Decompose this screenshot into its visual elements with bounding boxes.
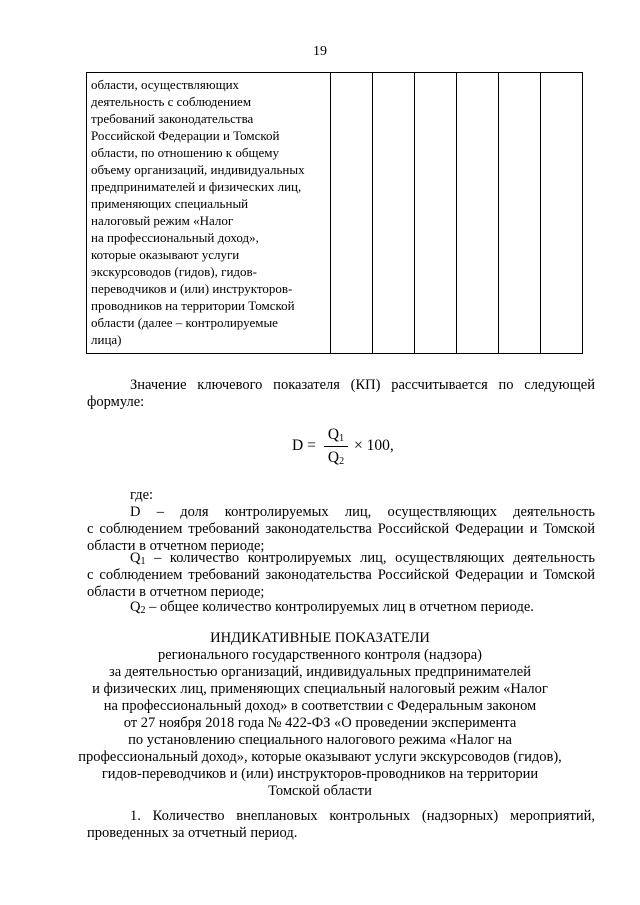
cell-line: предпринимателей и физических лиц, xyxy=(91,179,302,194)
list-item: 1. Количество внеплановых контрольных (надзорных) мероприятий, xyxy=(130,808,595,824)
indicator-table xyxy=(86,72,583,354)
heading-line: и физических лиц, применяющих специальный налоговый режим «Налог xyxy=(92,681,548,697)
cell-line: требований законодательства xyxy=(91,111,254,126)
definition-d: D – доля контролируемых лиц, осуществляющих деятельность xyxy=(130,504,595,520)
cell-line: применяющих специальный xyxy=(91,196,249,211)
heading-title: ИНДИКАТИВНЫЕ ПОКАЗАТЕЛИ xyxy=(210,630,430,646)
formula-denominator: $Q_2$ xyxy=(327,449,345,467)
cell-line: которые оказывают услуги xyxy=(91,247,240,262)
cell-line: лица) xyxy=(91,332,122,347)
fraction-bar xyxy=(324,446,348,447)
cell-line: объему организаций, индивидуальных xyxy=(91,162,305,177)
heading-line: от 27 ноября 2018 года № 422-ФЗ «О проведении эксперимента xyxy=(123,715,517,731)
cell-line: области, осуществляющих xyxy=(91,77,240,92)
table-cell-text xyxy=(87,73,330,348)
definition-q1: $Q_1$ – количество контролируемых лиц, осуществляющих деятельность xyxy=(130,550,595,567)
table-cell-empty xyxy=(415,73,457,354)
heading-line: гидов-переводчиков и (или) инструкторов-проводников на территории xyxy=(101,766,539,782)
page-number: 19 xyxy=(313,44,327,59)
cell-line: на профессиональный доход», xyxy=(91,230,259,245)
cell-line: Российской Федерации и Томской xyxy=(91,128,280,143)
heading-line: на профессиональный доход» в соответствии с Федеральным законом xyxy=(103,698,537,714)
table-cell-empty xyxy=(373,73,415,354)
definition-q1: области в отчетном периоде; xyxy=(87,584,265,600)
definition-q2: $Q_2$ – общее количество контролируемых лиц в отчетном периоде. xyxy=(130,599,534,616)
formula-lhs: D = xyxy=(292,437,316,454)
section-heading xyxy=(0,630,640,800)
heading-line: регионального государственного контроля (надзора) xyxy=(158,647,482,663)
cell-line: области, по отношению к общему xyxy=(91,145,279,160)
definition-q1: с соблюдением требований законодательства Российской Федерации и Томской xyxy=(87,567,595,583)
cell-line: деятельность с соблюдением xyxy=(91,94,252,109)
intro-line: Значение ключевого показателя (КП) рассчитывается по следующей xyxy=(130,377,595,393)
definition-d: области в отчетном периоде; xyxy=(87,538,265,554)
table-cell-description xyxy=(87,73,331,354)
cell-line: налоговый режим «Налог xyxy=(91,213,234,228)
heading-line: Томской области xyxy=(268,783,372,799)
where-label: где: xyxy=(130,487,154,503)
cell-line: экскурсоводов (гидов), гидов- xyxy=(91,264,257,279)
table-row xyxy=(87,73,583,354)
definition-d: с соблюдением требований законодательства Российской Федерации и Томской xyxy=(87,521,595,537)
cell-line: проводников на территории Томской xyxy=(91,298,295,313)
list-item: проведенных за отчетный период. xyxy=(87,825,298,841)
table-cell-empty xyxy=(541,73,583,354)
cell-line: области (далее – контролируемые xyxy=(91,315,278,330)
formula-numerator: $Q_1$ xyxy=(327,426,345,444)
heading-line: по установлению специального налогового режима «Налог на xyxy=(128,732,512,748)
formula-rhs: × 100, xyxy=(354,437,394,454)
cell-line: переводчиков и (или) инструкторов- xyxy=(91,281,293,296)
intro-line: формуле: xyxy=(87,394,145,410)
heading-line: за деятельностью организаций, индивидуальных предпринимателей xyxy=(109,664,531,680)
table-cell-empty xyxy=(457,73,499,354)
heading-line: профессиональный доход», которые оказывают услуги экскурсоводов (гидов), xyxy=(78,749,562,765)
table-cell-empty xyxy=(331,73,373,354)
table-cell-empty xyxy=(499,73,541,354)
